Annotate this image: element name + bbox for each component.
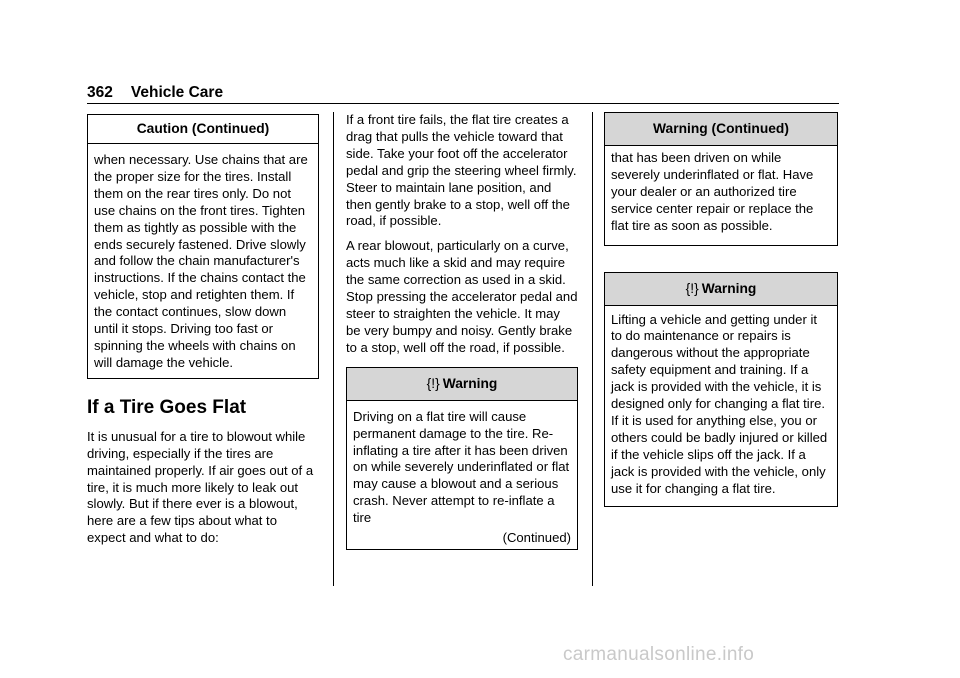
warning-continued-text: that has been driven on while severely underinflated or flat. Have your dealer or an authorized tire service center repair or replace the flat tire as soon as possible. <box>611 150 814 233</box>
warning-text: Driving on a flat tire will cause permanent damage to the tire. Re-inflating a tire after it has been driven on while severely underinflated or flat may cause a blowout and a serious crash. Never attempt to re-inflate a tire <box>353 408 570 526</box>
front-tire-paragraph: If a front tire fails, the flat tire creates a drag that pulls the vehicle toward that side. Take your foot off the accelerator pedal and grip the steering wheel firmly. Steer to maintain lane position, and then gently brake to a stop, well off the road, if possible. <box>346 112 577 229</box>
warning-header <box>347 368 577 401</box>
section-title: Vehicle Care <box>130 84 224 101</box>
intro-paragraph: It is unusual for a tire to blowout while driving, especially if the tires are maintained properly. If air goes out of a tire, it is much more likely to leak out slowly. But if there ever is a blowout, here are a few tips about what to expect and what to do: <box>87 428 314 546</box>
continued-label: (Continued) <box>502 530 571 546</box>
column-2 <box>346 112 578 550</box>
warning-title: Warning <box>442 375 498 391</box>
warning-icon: {!} <box>685 280 699 296</box>
section-heading: If a Tire Goes Flat <box>87 396 247 418</box>
warning-continued-title: Warning (Continued) <box>605 113 837 146</box>
jack-warning-box <box>604 272 838 507</box>
caution-title: Caution (Continued) <box>88 115 318 144</box>
warning-box <box>346 367 578 550</box>
page-number: 362 <box>87 84 113 101</box>
warning-icon: {!} <box>426 375 440 391</box>
caution-text: when necessary. Use chains that are the proper size for the tires. Install them on the rear tires only. Do not use chains on the front tires. Tighten them as tightly as possible with the ends securely fastened. Drive slowly and follow the chain manufacturer's instructions. If the chains contact the vehicle, stop and retighten them. If the contact continues, slow down until it stops. Driving too fast or spinning the wheels with chains on will damage the vehicle. <box>94 152 308 370</box>
column-divider <box>333 112 334 586</box>
caution-box <box>87 114 319 379</box>
header-rule <box>87 103 839 104</box>
column-3 <box>604 112 838 507</box>
column-divider <box>592 112 593 586</box>
rear-blowout-paragraph: A rear blowout, particularly on a curve, acts much like a skid and may require the same correction as used in a skid. Stop pressing the accelerator pedal and steer to straighten the vehicle. It may be very bumpy and noisy. Gently brake to a stop, well off the road, if possible. <box>346 238 578 355</box>
jack-warning-text: Lifting a vehicle and getting under it to do maintenance or repairs is dangerous without the appropriate safety equipment and training. If a jack is provided with the vehicle, it is designed only for changing a flat tire. If it is used for anything else, you or others could be badly injured or killed if the vehicle slips off the jack. If a jack is provided with the vehicle, only use it for changing a flat tire. <box>611 311 828 496</box>
watermark: carmanualsonline.info <box>563 644 755 665</box>
warning-continued-box <box>604 112 838 246</box>
jack-warning-header <box>605 273 837 306</box>
jack-warning-title: Warning <box>701 280 757 296</box>
page-header <box>87 84 223 102</box>
column-1 <box>87 112 319 555</box>
